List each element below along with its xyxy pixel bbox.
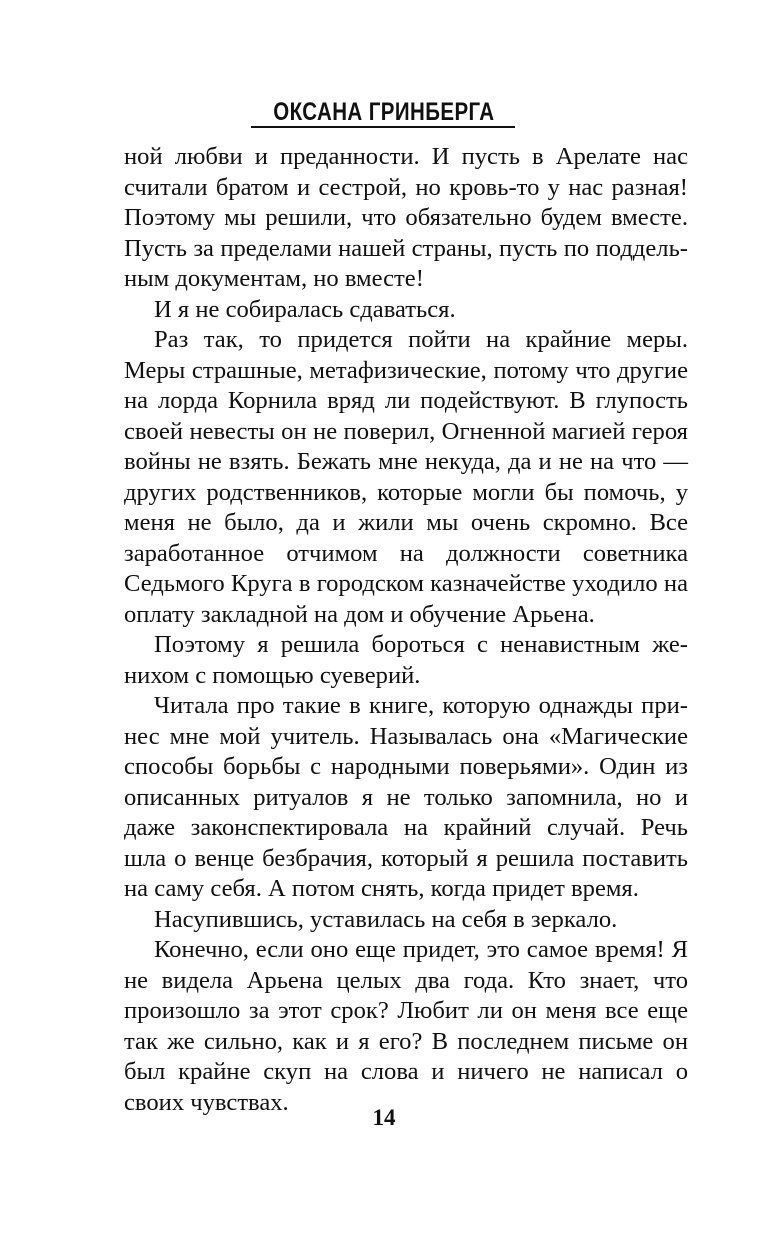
paragraph-3: Раз так, то придется пойти на крайние меры. Меры страшные, метафизические, потому что другие на лорда Корнила вряд ли подействуют. В глупость своей невесты он не поверил, Огненной магией героя войны не взять. Бежать мне некуда, да и не на что — других родственников, которые могли бы помочь, у меня не было, да и жили мы очень скромно. Все заработанное отчимом на должности советника Седьмого Круга в городском казначействе уходило на оплату закладной на дом и обучение Арьена.: [124, 326, 688, 628]
paragraph-1: ной любви и преданности. И пусть в Арелате нас считали братом и сестрой, но кровь-то у нас разная! Поэтому мы решили, что обязательно будем вместе. Пусть за пределами нашей страны, пусть по поддельным документам, но вместе!: [124, 143, 688, 292]
body-text: [124, 142, 688, 1118]
page-number: 14: [372, 1105, 396, 1130]
paragraph-7: Конечно, если оно еще придет, это самое время! Я не видела Арьена целых два года. Кто знает, что произошло за этот срок? Любит ли он меня все еще так же сильно, как и я его? В последнем письме он был крайне скуп на слова и ничего не написал о своих чувствах.: [124, 936, 688, 1116]
paragraph-4: Поэтому я решила бороться с ненавистным женихом с помощью суеверий.: [124, 631, 688, 689]
paragraph-2: И я не собиралась сдаваться.: [154, 295, 456, 323]
running-head: [0, 97, 768, 127]
paragraph-5: Читала про такие в книге, которую однажды принес мне мой учитель. Называлась она «Магические способы борьбы с народными поверьями». Один из описанных ритуалов я не только запомнила, но и даже законспектировала на крайний случай. Речь шла о венце безбрачия, который я решила поставить на саму себя. А потом снять, когда придет время.: [124, 692, 688, 902]
paragraph-6: Насупившись, уставилась на себя в зеркало.: [154, 905, 618, 933]
running-head-rule: [251, 126, 515, 128]
running-head-title: ОКСАНА ГРИНБЕРГА: [273, 98, 495, 126]
